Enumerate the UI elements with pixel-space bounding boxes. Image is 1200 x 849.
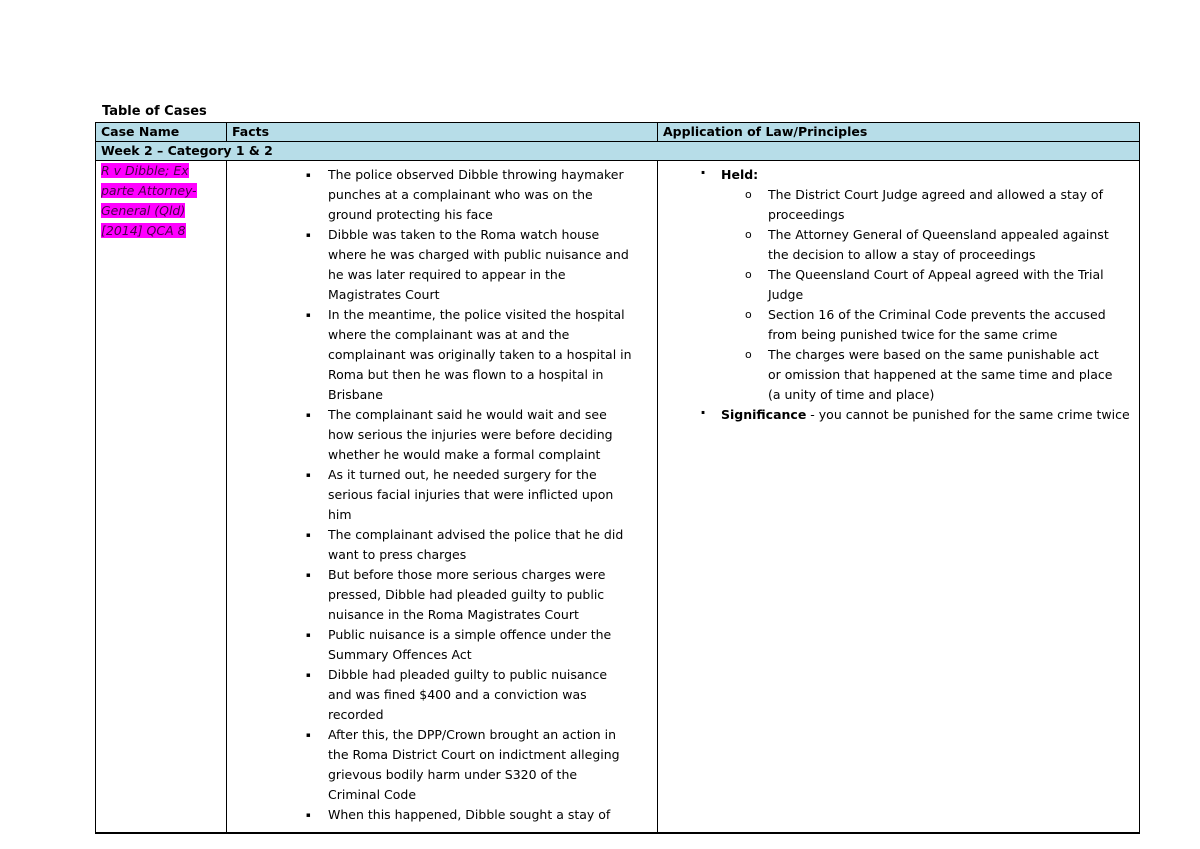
- application-cell: [658, 161, 1140, 834]
- header-case-name: Case Name: [96, 123, 227, 142]
- case-name-cell: [96, 161, 227, 834]
- case-name: R v Dibble; Ex parte Attorney-General (Qld) [2014] QCA 8: [101, 163, 197, 238]
- header-facts: Facts: [227, 123, 658, 142]
- held-item: o The District Court Judge agreed and allowed a stay of proceedings: [663, 185, 1134, 225]
- fact-item: ▪ But before those more serious charges were pressed, Dibble had pleaded guilty to public nuisance in the Roma Magistrates Court: [232, 565, 652, 625]
- fact-item: ▪ As it turned out, he needed surgery for the serious facial injuries that were inflicted upon him: [232, 465, 652, 525]
- fact-item: ▪ Dibble had pleaded guilty to public nuisance and was fined $400 and a conviction was recorded: [232, 665, 652, 725]
- case-row: [96, 161, 1140, 834]
- held-item: o The Attorney General of Queensland appealed against the decision to allow a stay of proceedings: [663, 225, 1134, 265]
- week-label: Week 2 – Category 1 & 2: [96, 142, 1140, 161]
- held-item: o The Queensland Court of Appeal agreed with the Trial Judge: [663, 265, 1134, 305]
- header-application: Application of Law/Principles: [658, 123, 1140, 142]
- document-title: Table of Cases: [102, 104, 207, 119]
- held-item: o The charges were based on the same punishable act or omission that happened at the same time and place (a unity of time and place): [663, 345, 1134, 405]
- significance-text: - you cannot be punished for the same crime twice: [806, 407, 1130, 422]
- fact-item: ▪ After this, the DPP/Crown brought an action in the Roma District Court on indictment alleging grievous bodily harm under S320 of the Criminal Code: [232, 725, 652, 805]
- fact-item: ▪ When this happened, Dibble sought a stay of: [232, 805, 652, 825]
- significance-label: Significance: [721, 407, 807, 422]
- held-list: [663, 185, 1134, 405]
- cases-table: [95, 122, 1140, 834]
- facts-cell: [227, 161, 658, 834]
- held-label: · Held:: [663, 165, 1134, 185]
- week-row: [96, 142, 1140, 161]
- header-row: [96, 123, 1140, 142]
- fact-item: ▪ Public nuisance is a simple offence under the Summary Offences Act: [232, 625, 652, 665]
- significance: [663, 405, 1134, 425]
- fact-item: ▪ The police observed Dibble throwing haymaker punches at a complainant who was on the ground protecting his face: [232, 165, 652, 225]
- fact-item: ▪ The complainant advised the police that he did want to press charges: [232, 525, 652, 565]
- fact-item: ▪ The complainant said he would wait and see how serious the injuries were before deciding whether he would make a formal complaint: [232, 405, 652, 465]
- fact-item: ▪ Dibble was taken to the Roma watch house where he was charged with public nuisance and he was later required to appear in the Magistrates Court: [232, 225, 652, 305]
- facts-list: [232, 161, 652, 825]
- fact-item: ▪ In the meantime, the police visited the hospital where the complainant was at and the complainant was originally taken to a hospital in Roma but then he was flown to a hospital in Brisbane: [232, 305, 652, 405]
- held-item: o Section 16 of the Criminal Code prevents the accused from being punished twice for the same crime: [663, 305, 1134, 345]
